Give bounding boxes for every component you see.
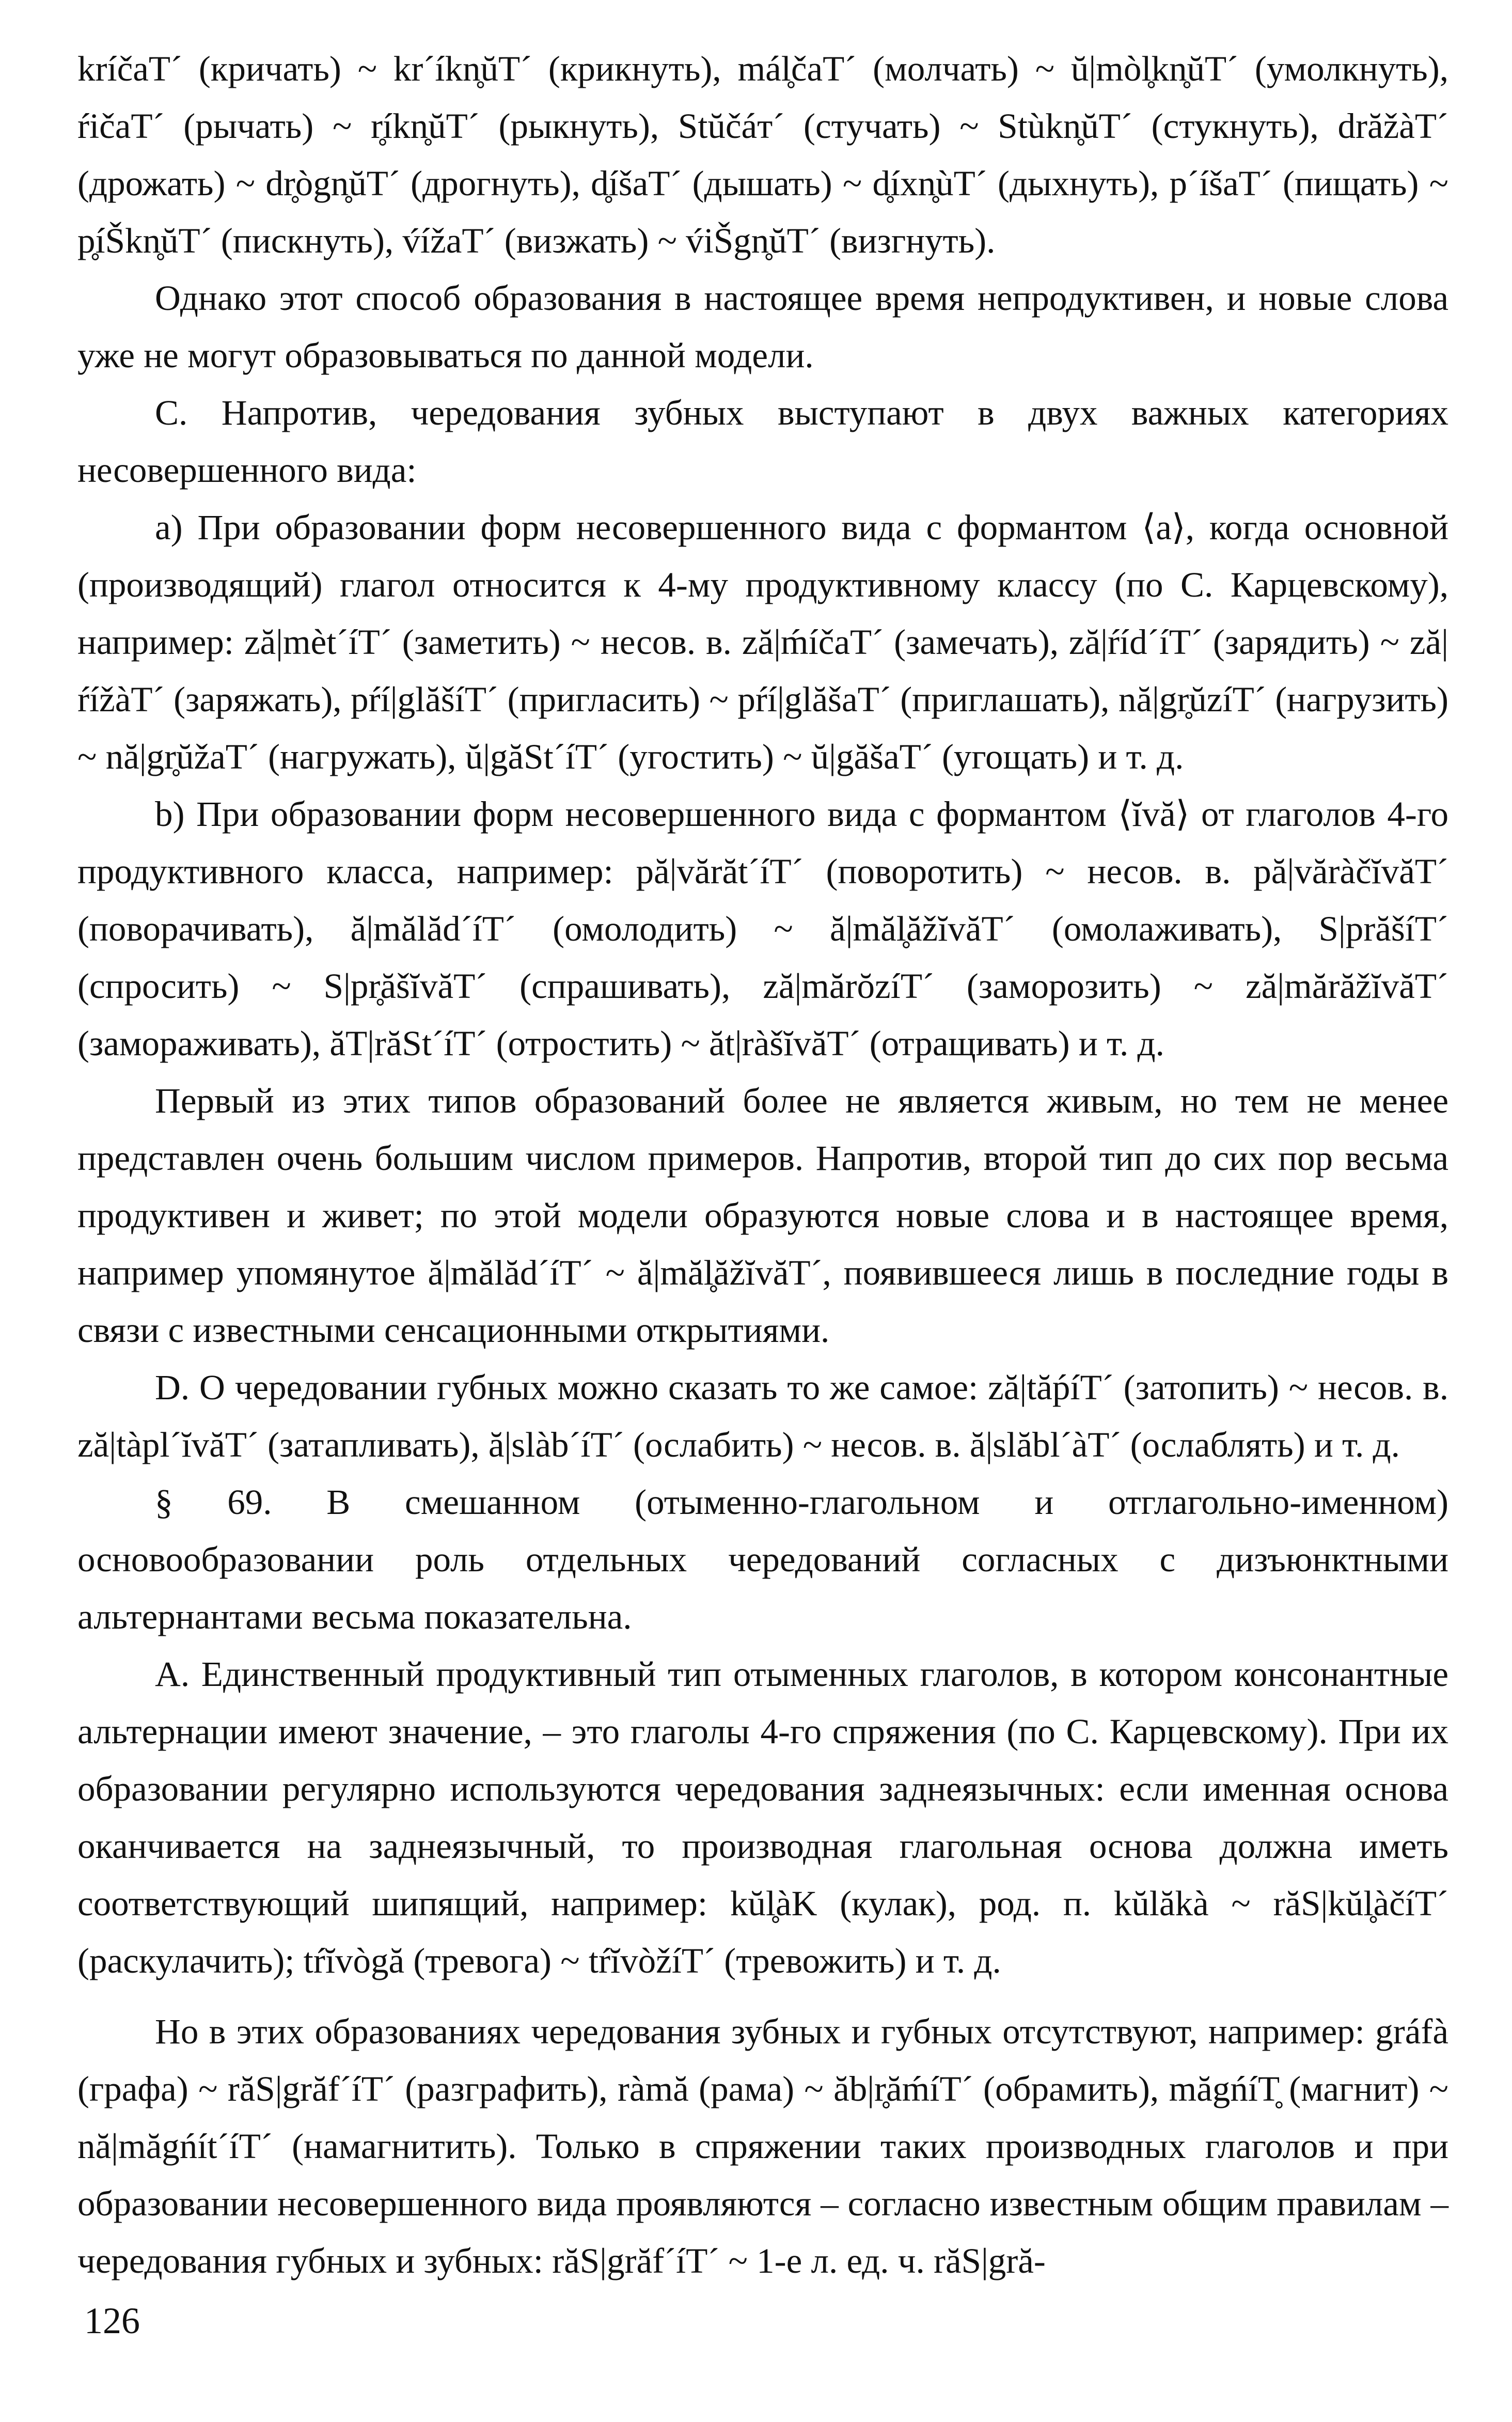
paragraph-section-d: D. О чередовании губных можно сказать то же самое: ză|tăṕíT´ (затопить) ~ несов. в. ză|tàpl´ĭvăT´ (затапливать), ă|slàb´íT´ (ослабить) ~ несов. в. ă|slăbl´àT´ (ослаблять) и т. д. xyxy=(77,1368,1448,1464)
paragraph-point-b: b) При образовании форм несовершенного вида с формантом ⟨ĭvă⟩ от глаголов 4-го продуктивного класса, например: pă|vărăt´íT´ (поворотить) ~ несов. в. pă|văràčĭvăT´ (поворачивать), ă|mălăd´íT´ (омолодить) ~ ă|măl̥ăžĭvăT´ (омолаживать), S|prăšíT´ (спросить) ~ S|pr̥ăšĭvăT´ (спрашивать), ză|mărŏzíT´ (заморозить) ~ ză|mărăžĭvăT´ (замораживать), ăT|răSt´íT´ (отростить) ~ ăt|ràšĭvăT´ (отращивать) и т. д. xyxy=(77,794,1448,1063)
paragraph-unproductive: Однако этот способ образования в настоящее время непродуктивен, и новые слова уже не могут образовываться по данной модели. xyxy=(77,278,1448,375)
paragraph-first-type: Первый из этих типов образований более не является живым, но тем не менее представлен очень большим числом примеров. Напротив, второй тип до сих пор весьма продуктивен и живет; по этой модели образуются новые слова и в настоящее время, например упомянутое ă|mălăd´íT´ ~ ă|măl̥ăžĭvăT´, появившееся лишь в последние годы в связи с известными сенсационными открытиями. xyxy=(77,1081,1448,1350)
paragraph-verb-examples: kríčaT´ (кричать) ~ kr´íkn̥ŭT´ (крикнуть), mál̥čaT´ (молчать) ~ ŭ|mòl̥kn̥ŭT´ (умолкнуть), ŕičaT´ (рычать) ~ r̥íkn̥ŭT´ (рыкнуть), Stŭčáт´ (стучать) ~ Stùkn̥ŭT´ (стукнуть), drăžàT´ (дрожать) ~ dr̥ògn̥ŭT´ (дрогнуть), d̥íšaT´ (дышать) ~ d̥íxn̥ùT´ (дыхнуть), p´íšaT´ (пищать) ~ p̥íŠkn̥ŭT´ (пискнуть), v́ížaT´ (визжать) ~ v́iŠgn̥ŭT´ (визгнуть). xyxy=(77,49,1448,260)
paragraph-point-a: a) При образовании форм несовершенного вида с формантом ⟨a⟩, когда основной (производящий) глагол относится к 4-му продуктивному классу (по С. Карцевскому), например: ză|mèt´íT´ (заметить) ~ несов. в. ză|ḿíčaT´ (замечать), ză|ŕíd´íT´ (зарядить) ~ ză|ŕížàT´ (заряжать), pŕí|glăšíT´ (пригласить) ~ pŕí|glăšaT´ (приглашать), nă|gr̥ŭzíT´ (нагрузить) ~ nă|gr̥ŭžaT´ (нагружать), ŭ|găSt´íT´ (угостить) ~ ŭ|găšaT´ (угощать) и т. д. xyxy=(77,508,1448,776)
paragraph-section-c: C. Напротив, чередования зубных выступают в двух важных категориях несовершенного вида: xyxy=(77,393,1448,490)
paragraph-section-a: A. Единственный продуктивный тип отыменных глаголов, в котором консонантные альтернации имеют значение, – это глаголы 4-го спряжения (по С. Карцевскому). При их образовании регулярно используются чередования заднеязычных: если именная основа оканчивается на заднеязычный, то производная глагольная основа должна иметь соответствующий шипящий, например: kŭl̥àK (кулак), род. п. kŭlăkà ~ răS|kŭl̥àčíT´ (раскулачить); tŕĭvògă (тревога) ~ tŕĭvòžíT´ (тревожить) и т. д. xyxy=(77,1654,1448,1980)
paragraph-section-69: § 69. В смешанном (отыменно-глагольном и отглагольно-именном) основообразовании роль отдельных чередований согласных с дизъюнктными альтернантами весьма показательна. xyxy=(77,1482,1448,1636)
page-number: 126 xyxy=(84,2300,140,2341)
paragraph-labials-dentals: Но в этих образованиях чередования зубных и губных отсутствуют, например: gráfà (графа) ~ răS|grăf´íT´ (разграфить), ràmă (рама) ~ ăb|r̥ăḿíT´ (обрамить), măgńíT̥ (магнит) ~ nă|măgńít´íT´ (намагнитить). Только в спряжении таких производных глаголов и при образовании несовершенного вида проявляются – согласно известным общим правилам – чередования губных и зубных: răS|grăf´íT´ ~ 1-е л. ед. ч. răS|gră- xyxy=(77,2012,1448,2280)
page-body xyxy=(77,40,1448,2290)
